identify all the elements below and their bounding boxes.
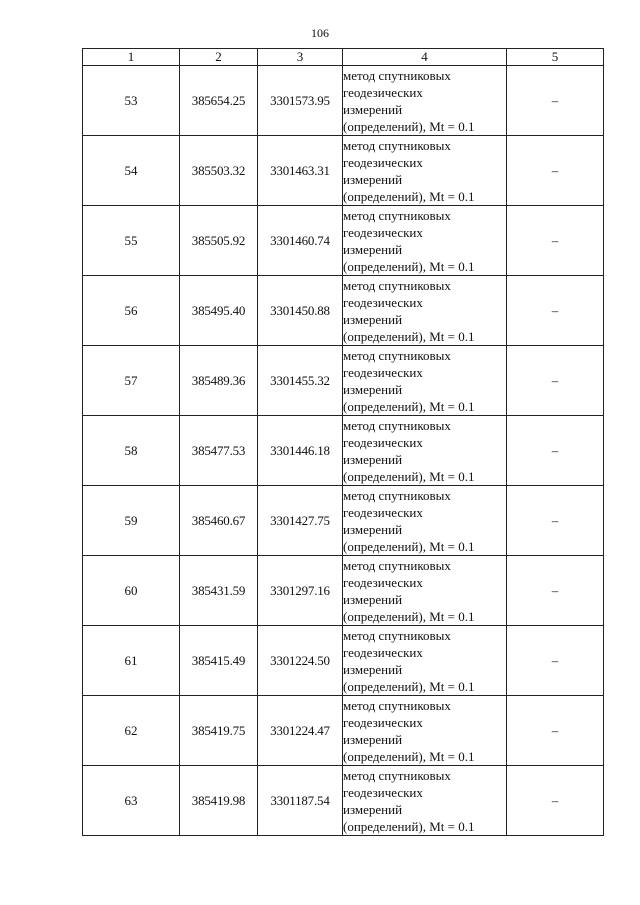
y-coordinate-cell: 3301446.18 [258, 416, 343, 486]
x-coordinate-cell: 385654.25 [180, 66, 258, 136]
column-header-5: 5 [507, 49, 604, 66]
page-number: 106 [311, 26, 329, 40]
method-cell: метод спутниковых геодезических измерений (определений), Mt = 0.1 [343, 416, 507, 486]
column-header-4: 4 [343, 49, 507, 66]
y-coordinate-cell: 3301427.75 [258, 486, 343, 556]
y-coordinate-cell: 3301297.16 [258, 556, 343, 626]
y-coordinate-cell: 3301460.74 [258, 206, 343, 276]
y-coordinate-cell: 3301187.54 [258, 766, 343, 836]
point-number-cell: 58 [83, 416, 180, 486]
method-cell: метод спутниковых геодезических измерений (определений), Mt = 0.1 [343, 66, 507, 136]
method-cell: метод спутниковых геодезических измерений (определений), Mt = 0.1 [343, 206, 507, 276]
x-coordinate-cell: 385419.98 [180, 766, 258, 836]
note-cell: – [507, 136, 604, 206]
x-coordinate-cell: 385419.75 [180, 696, 258, 766]
table-row [83, 766, 604, 836]
method-cell: метод спутниковых геодезических измерений (определений), Mt = 0.1 [343, 136, 507, 206]
note-cell: – [507, 626, 604, 696]
y-coordinate-cell: 3301455.32 [258, 346, 343, 416]
method-cell: метод спутниковых геодезических измерений (определений), Mt = 0.1 [343, 626, 507, 696]
table-header-row [83, 49, 604, 66]
table-row [83, 276, 604, 346]
table-body [83, 49, 604, 836]
note-cell: – [507, 556, 604, 626]
method-cell: метод спутниковых геодезических измерений (определений), Mt = 0.1 [343, 486, 507, 556]
point-number-cell: 62 [83, 696, 180, 766]
y-coordinate-cell: 3301573.95 [258, 66, 343, 136]
table-row [83, 136, 604, 206]
table-row [83, 206, 604, 276]
note-cell: – [507, 276, 604, 346]
y-coordinate-cell: 3301224.47 [258, 696, 343, 766]
coordinates-table [82, 48, 604, 836]
table-row [83, 626, 604, 696]
point-number-cell: 55 [83, 206, 180, 276]
note-cell: – [507, 766, 604, 836]
x-coordinate-cell: 385431.59 [180, 556, 258, 626]
column-header-3: 3 [258, 49, 343, 66]
table-row [83, 66, 604, 136]
x-coordinate-cell: 385503.32 [180, 136, 258, 206]
x-coordinate-cell: 385477.53 [180, 416, 258, 486]
table-row [83, 696, 604, 766]
column-header-2: 2 [180, 49, 258, 66]
y-coordinate-cell: 3301450.88 [258, 276, 343, 346]
x-coordinate-cell: 385489.36 [180, 346, 258, 416]
point-number-cell: 61 [83, 626, 180, 696]
x-coordinate-cell: 385460.67 [180, 486, 258, 556]
note-cell: – [507, 346, 604, 416]
x-coordinate-cell: 385505.92 [180, 206, 258, 276]
method-cell: метод спутниковых геодезических измерений (определений), Mt = 0.1 [343, 346, 507, 416]
point-number-cell: 59 [83, 486, 180, 556]
x-coordinate-cell: 385415.49 [180, 626, 258, 696]
method-cell: метод спутниковых геодезических измерений (определений), Mt = 0.1 [343, 276, 507, 346]
column-header-1: 1 [83, 49, 180, 66]
note-cell: – [507, 206, 604, 276]
point-number-cell: 53 [83, 66, 180, 136]
note-cell: – [507, 416, 604, 486]
method-cell: метод спутниковых геодезических измерений (определений), Mt = 0.1 [343, 696, 507, 766]
note-cell: – [507, 486, 604, 556]
point-number-cell: 56 [83, 276, 180, 346]
table-row [83, 346, 604, 416]
point-number-cell: 57 [83, 346, 180, 416]
note-cell: – [507, 66, 604, 136]
point-number-cell: 60 [83, 556, 180, 626]
method-cell: метод спутниковых геодезических измерений (определений), Mt = 0.1 [343, 766, 507, 836]
table-row [83, 486, 604, 556]
method-cell: метод спутниковых геодезических измерений (определений), Mt = 0.1 [343, 556, 507, 626]
table-row [83, 416, 604, 486]
note-cell: – [507, 696, 604, 766]
point-number-cell: 63 [83, 766, 180, 836]
table-row [83, 556, 604, 626]
y-coordinate-cell: 3301224.50 [258, 626, 343, 696]
y-coordinate-cell: 3301463.31 [258, 136, 343, 206]
x-coordinate-cell: 385495.40 [180, 276, 258, 346]
point-number-cell: 54 [83, 136, 180, 206]
